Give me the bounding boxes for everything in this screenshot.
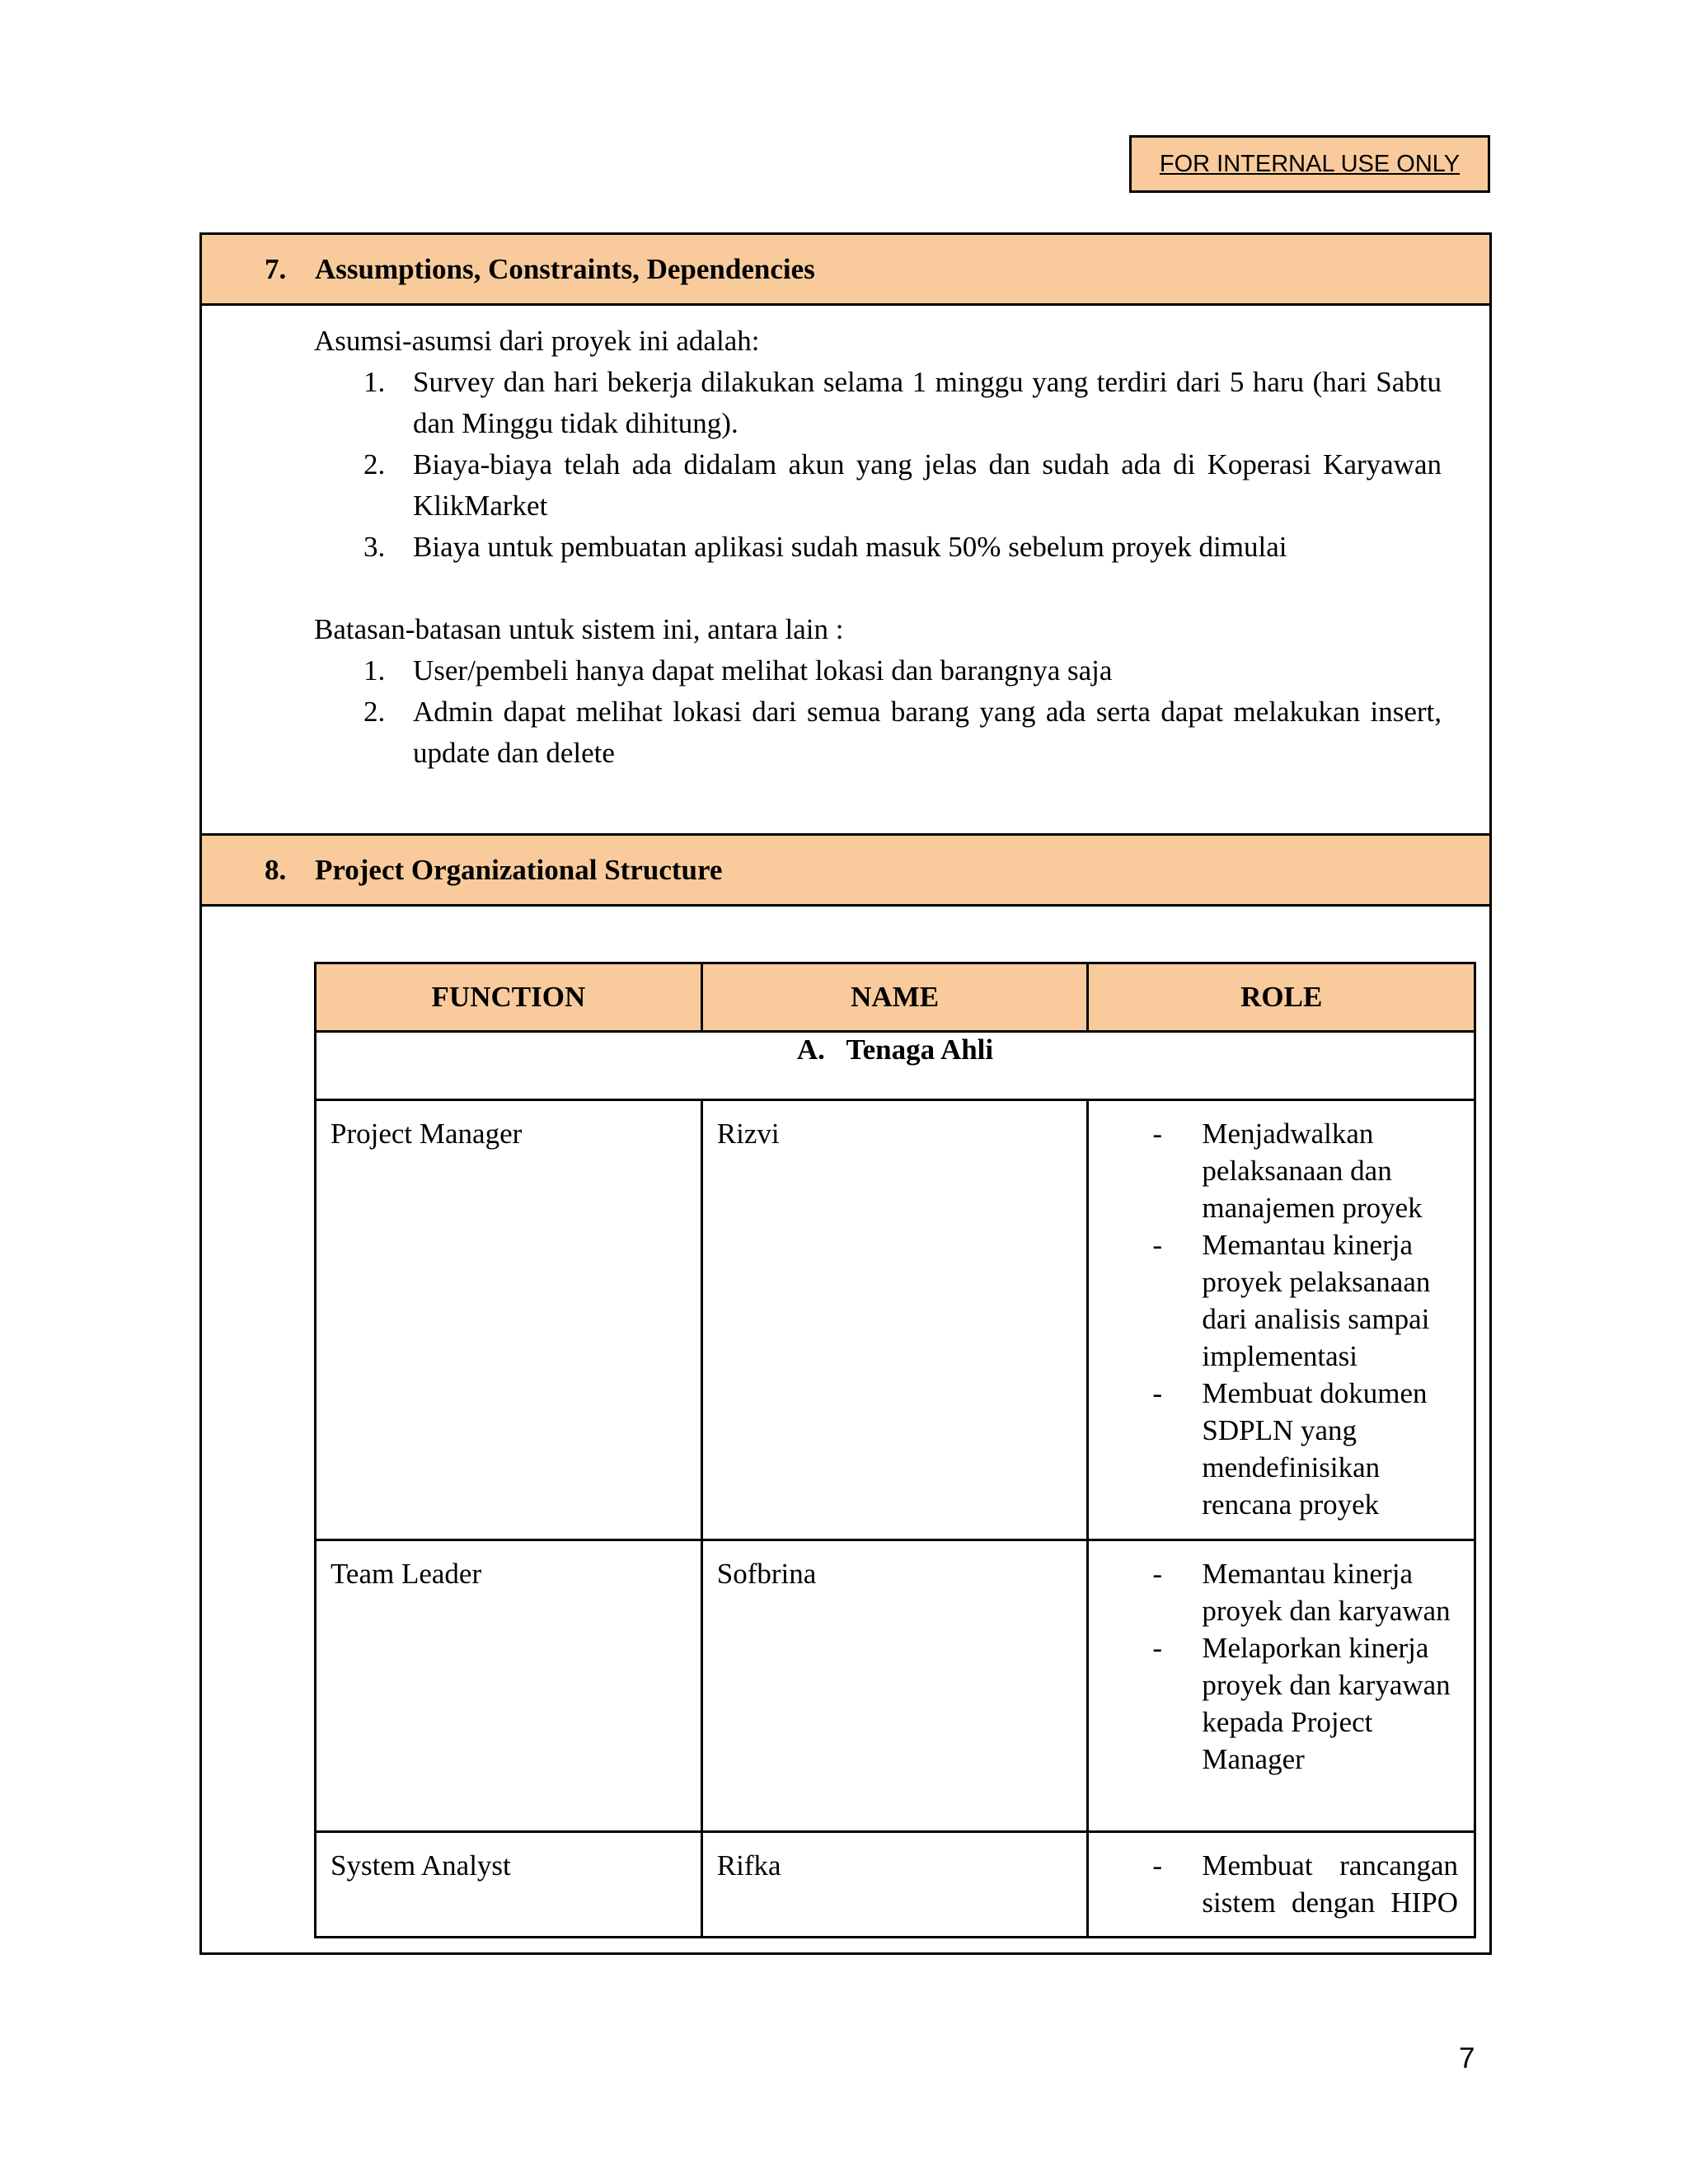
page-number: 7 [1459,2042,1475,2074]
role-text: Membuat rancangan sistem dengan HIPO [1202,1849,1458,1919]
function-cell [316,1832,702,1938]
name-text: Rifka [716,1849,781,1882]
assumption-number: 2. [363,448,386,480]
role-item [1090,1847,1458,1921]
assumption-item [363,527,1442,568]
role-item [1090,1226,1458,1375]
constraints-intro: Batasan-batasan untuk sistem ini, antara lain : [314,613,844,645]
constraint-text: User/pembeli hanya dapat melihat lokasi dan barangnya saja [413,654,1113,687]
table-row [316,1832,1475,1938]
assumption-item [363,444,1442,527]
table-header-row [316,963,1475,1032]
function-cell [316,1100,702,1540]
constraint-item [363,650,1442,691]
section-7-number: 7. [265,252,287,285]
constraint-item [363,691,1442,774]
role-list [1090,1102,1473,1535]
section-8-title: Project Organizational Structure [315,853,723,886]
assumption-text: Biaya-biaya telah ada didalam akun yang jelas dan sudah ada di Koperasi Karyawan KlikMarket [413,448,1442,522]
section-8-number: 8. [265,853,287,886]
column-header-name: NAME [701,963,1088,1032]
role-text: Melaporkan kinerja proyek dan karyawan kepada Project Manager [1202,1632,1451,1775]
role-list [1090,1542,1473,1789]
assumption-text: Biaya untuk pembuatan aplikasi sudah masuk 50% sebelum proyek dimulai [413,531,1287,563]
function-text: Team Leader [331,1558,482,1590]
assumption-item [363,362,1442,444]
bullet-dash: - [1152,1229,1163,1261]
name-cell [701,1540,1088,1832]
role-item [1090,1629,1458,1778]
role-cell [1088,1100,1475,1540]
assumption-number: 3. [363,531,386,563]
name-cell [701,1100,1088,1540]
content-frame [199,232,1492,1955]
bullet-dash: - [1152,1558,1163,1590]
function-text: Project Manager [331,1118,523,1150]
name-cell [701,1832,1088,1938]
section-7-title: Assumptions, Constraints, Dependencies [315,252,815,285]
section-8-header [202,833,1489,907]
role-cell [1088,1832,1475,1938]
bullet-dash: - [1152,1377,1163,1409]
group-row [316,1032,1475,1100]
internal-use-stamp: FOR INTERNAL USE ONLY [1129,135,1490,193]
column-header-function: FUNCTION [316,963,702,1032]
constraint-text: Admin dapat melihat lokasi dari semua barang yang ada serta dapat melakukan insert, update dan delete [413,696,1442,769]
group-label: A. Tenaga Ahli [316,1032,1475,1100]
assumption-text: Survey dan hari bekerja dilakukan selama 1 minggu yang terdiri dari 5 haru (hari Sabtu dan Minggu tidak dihitung). [413,366,1442,439]
function-cell [316,1540,702,1832]
role-item [1090,1115,1458,1226]
role-list [1090,1834,1473,1933]
table-row [316,1100,1475,1540]
bullet-dash: - [1152,1849,1163,1882]
section-7-header [202,235,1489,306]
table-row [316,1540,1475,1832]
function-text: System Analyst [331,1849,511,1882]
bullet-dash: - [1152,1632,1163,1664]
column-header-role: ROLE [1088,963,1475,1032]
organization-table [314,962,1476,1938]
role-text: Memantau kinerja proyek dan karyawan [1202,1558,1451,1627]
name-text: Sofbrina [716,1558,817,1590]
role-item [1090,1555,1458,1629]
role-item [1090,1375,1458,1523]
constraint-number: 2. [363,696,386,728]
role-text: Membuat dokumen SDPLN yang mendefinisikan rencana proyek [1202,1377,1428,1521]
role-text: Menjadwalkan pelaksanaan dan manajemen proyek [1202,1118,1423,1224]
name-text: Rizvi [716,1118,780,1150]
role-text: Memantau kinerja proyek pelaksanaan dari analisis sampai implementasi [1202,1229,1431,1372]
assumption-number: 1. [363,366,386,398]
role-cell [1088,1540,1475,1832]
bullet-dash: - [1152,1118,1163,1150]
constraint-number: 1. [363,654,386,687]
assumptions-intro: Asumsi-asumsi dari proyek ini adalah: [314,325,760,357]
